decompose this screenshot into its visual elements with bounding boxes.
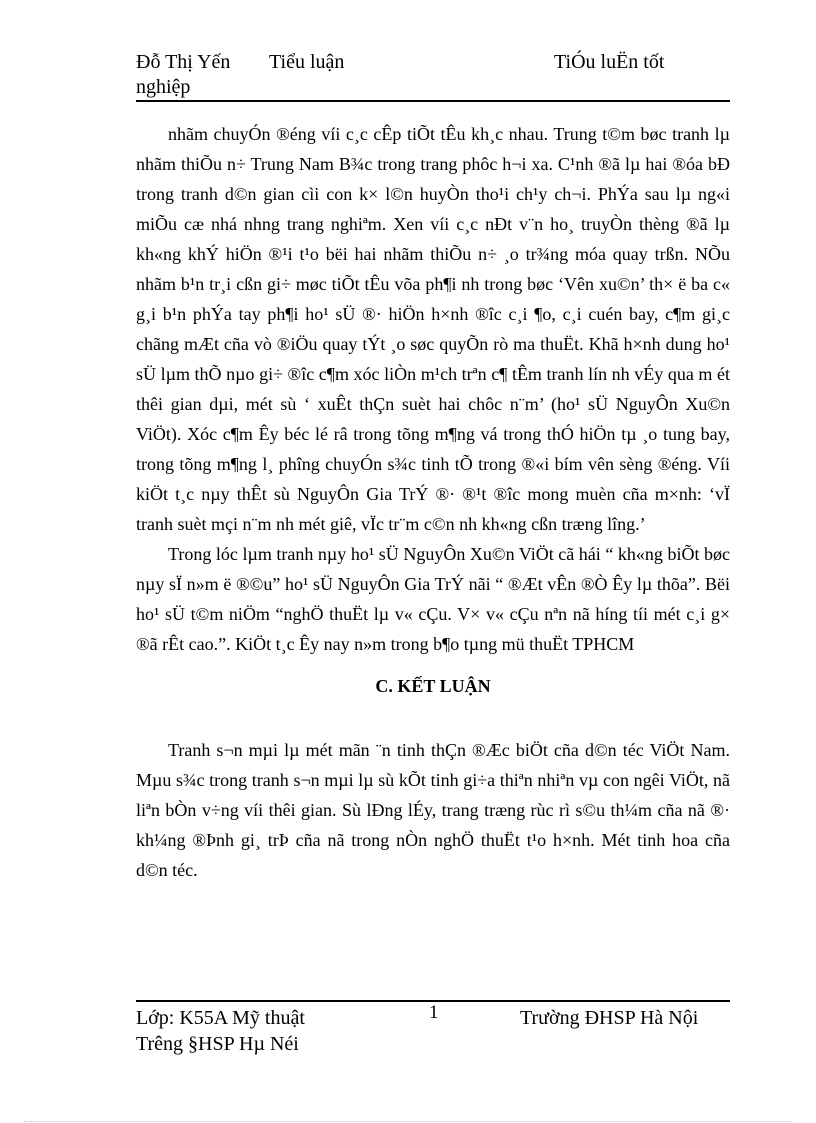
header-author: Đỗ Thị Yến — [136, 51, 231, 73]
header-rule — [136, 100, 730, 102]
body-text — [136, 119, 730, 885]
page-number: 1 — [429, 1002, 439, 1023]
body-paragraph-1: nhãm chuyÓn ®éng víi c¸c cÊp tiÕt tÊu kh¸c nhau. Trung t©m bøc tranh lµ nhãm thiÕu n÷ Trung Nam B¾c trong trang phôc h¬i xa. C¹nh ®ã lµ hai ®óa bÐ trong tranh d©n gian cìi con k× l©n huyÒn tho¹i ch¹y ch¬i. PhÝa sau lµ ng«i miÕu cæ nhá nhng trang nghiªm. Xen víi c¸c nÐt v¨n ho¸ truyÒn thèng ®ã lµ kh«ng khÝ hiÖn ®¹i t¹o bëi hai nhãm thiÕu n÷ ¸o tr¾ng móa quay trßn. NÕu nhãm b¹n tr¸i cßn gi÷ møc tiÕt tÊu võa ph¶i nh trong bøc ‘Vên xu©n’ th× ë ba c« g¸i b¹n phÝa tay ph¶i ho¹ sÜ ®· hiÖn h×nh ®îc c¸i ¶o, c¸i cuén bay, c¶m gi¸c chãng mÆt cña vò ®iÖu quay tÝt ¸o søc quyÕn rò ma thuËt. Khã h×nh dung ho¹ sÜ lµm thÕ nµo gi÷ ®îc c¶m xóc liÒn m¹ch trªn c¶ tÊm tranh lín nh vÉy qua m ét thêi gian dµi, mét sù ‘ xuÊt thÇn suèt hai chôc n¨m’ (ho¹ sÜ NguyÔn Xu©n ViÖt). Xóc c¶m Êy béc lé râ trong tõng m¶ng vá trong thÓ hiÖn tµ ¸o tung bay, trong tõng m¶ng l¸ phîng chuyÓn s¾c tinh tÕ trong ®«i bím vên sèng ®éng. Víi kiÖt t¸c nµy thÊt sù NguyÔn Gia TrÝ ®· ®¹t ®îc mong muèn cña m×nh: ‘vÏ tranh suèt mçi n¨m nh mét giê, vÏc tr¨m c©n nh kh«ng cßn træng lîng.’ — [136, 124, 730, 534]
footer-school: Trường ĐHSP Hà Nội — [520, 1007, 699, 1029]
conclusion-paragraph: Tranh s¬n mµi lµ mét mãn ¨n tinh thÇn ®Æc biÖt cña d©n téc ViÖt Nam. Mµu s¾c trong tranh s¬n mµi lµ sù kÕt tinh gi÷a thiªn nhiªn vµ con ngêi ViÖt, nã liªn bÒn v÷ng víi thêi gian. Sù lÐng lÉy, trang træng rùc rì s©u th¼m cña nã ®· kh¼ng ®Þnh gi¸ trÞ cña nã trong nÒn nghÖ thuËt t¹o h×nh. Mét tinh hoa cña d©n téc. — [136, 740, 730, 880]
body-paragraph-2: Trong lóc lµm tranh nµy ho¹ sÜ NguyÔn Xu©n ViÖt cã hái “ kh«ng biÕt bøc nµy sÏ n»m ë ®©u” ho¹ sÜ NguyÔn Gia TrÝ nãi “ ®Æt vÊn ®Ò Êy lµ thõa”. Bëi ho¹ sÜ t©m niÖm “nghÖ thuËt lµ v« cÇu. V× v« cÇu nªn nã híng tíi mét c¸i g× ®ã rÊt cao.”. KiÖt t¸c Êy nay n»m trong b¶o tµng mü thuËt TPHCM — [136, 544, 730, 654]
section-heading: C. KẾT LUẬN — [375, 676, 491, 696]
header-doc-type: Tiểu luận — [269, 51, 345, 73]
header-right-title: TiÓu luËn tốt — [554, 51, 665, 73]
footer-class: Lớp: K55A Mỹ thuật — [136, 1007, 305, 1029]
page-bottom-dotted-line — [24, 1121, 792, 1122]
header-continuation: nghiệp — [136, 76, 191, 98]
footer-continuation: Trêng §HSP Hµ Néi — [136, 1033, 299, 1055]
